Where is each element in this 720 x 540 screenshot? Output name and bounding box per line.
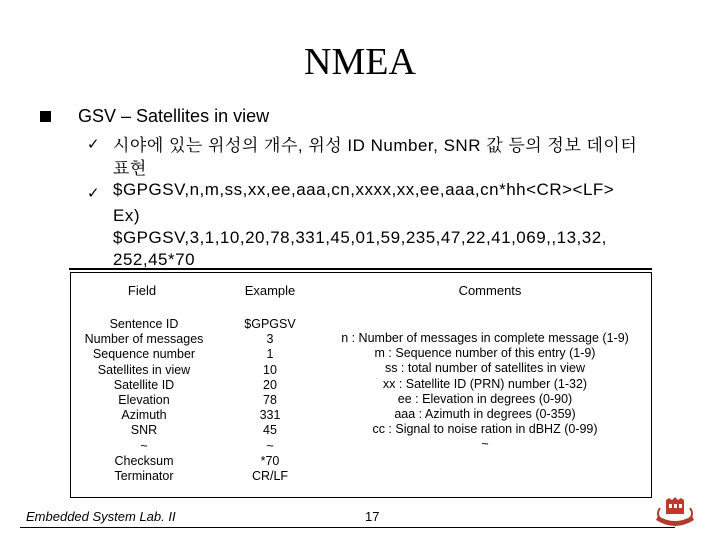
field-cell: SNR [130,423,158,438]
divider-line [69,268,652,270]
gsv-field-table [70,272,652,498]
sub-bullet-1-line2: 표현 [113,159,147,178]
header-field: Field [127,283,157,298]
field-cell: Number of messages [84,332,204,347]
example-cell: 3 [266,332,274,347]
comment-cell: aaa : Azimuth in degrees (0-359) [394,407,576,422]
footer-divider [20,527,675,528]
example-cell: $GPGSV [244,317,296,331]
header-example: Example [244,283,296,298]
example-cell: 10 [263,362,277,377]
comment-cell: xx : Satellite ID (PRN) number (1-32) [382,376,588,391]
field-cell: Sequence number [92,347,196,362]
header-comments: Comments [458,283,522,298]
example-sentence-line1: $GPGSV,3,1,10,20,78,331,45,01,59,235,47,22,41,069,,13,32, [113,228,607,247]
page-number: 17 [365,509,380,524]
bullet-gsv: GSV – Satellites in view [78,106,270,126]
example-cell: 1 [266,347,274,362]
field-cell: Checksum [114,453,174,468]
field-cell: Azimuth [121,408,167,423]
comment-cell: ~ [481,437,489,452]
example-label: Ex) [113,206,140,225]
check-icon: ✓ [87,136,100,153]
field-cell: Satellites in view [97,362,191,377]
example-column [215,317,325,484]
square-bullet-icon [40,111,51,122]
header-divider [71,306,651,308]
field-cell: Elevation [118,393,170,408]
check-icon: ✓ [87,185,100,202]
example-cell: 45 [263,423,277,438]
comment-cell: cc : Signal to noise ration in dBHZ (0-99) [372,422,598,437]
field-column [71,317,217,484]
footer-lab-name: Embedded System Lab. II [26,509,176,524]
slide-title: NMEA [304,41,416,83]
example-cell: *70 [260,453,280,468]
comment-cell: m : Sequence number of this entry (1-9) [374,346,596,361]
comment-cell: ee : Elevation in degrees (0-90) [397,391,573,406]
seal-graphic [652,494,698,528]
sub-bullet-1-line1: 시야에 있는 위성의 개수, 위성 ID Number, SNR 값 등의 정보 데이터 [113,136,638,155]
example-cell: 78 [263,393,277,408]
comment-cell: ss : total number of satellites in view [384,361,586,376]
example-cell: 331 [259,408,281,423]
example-cell: ~ [266,438,274,453]
comments-column [327,331,643,453]
field-cell: ~ [140,438,148,453]
field-cell: Satellite ID [113,377,175,392]
field-cell: Sentence ID [109,317,179,331]
example-cell: CR/LF [251,469,289,484]
comment-cell: n : Number of messages in complete message (1-9) [341,331,629,345]
example-sentence-line2: 252,45*70 [113,250,196,269]
example-cell: 20 [263,377,277,392]
university-seal-logo [652,494,698,528]
sub-bullet-2-format: $GPGSV,n,m,ss,xx,ee,aaa,cn,xxxx,xx,ee,aaa,cn*hh<CR><LF> [113,180,615,199]
field-cell: Terminator [114,469,174,484]
